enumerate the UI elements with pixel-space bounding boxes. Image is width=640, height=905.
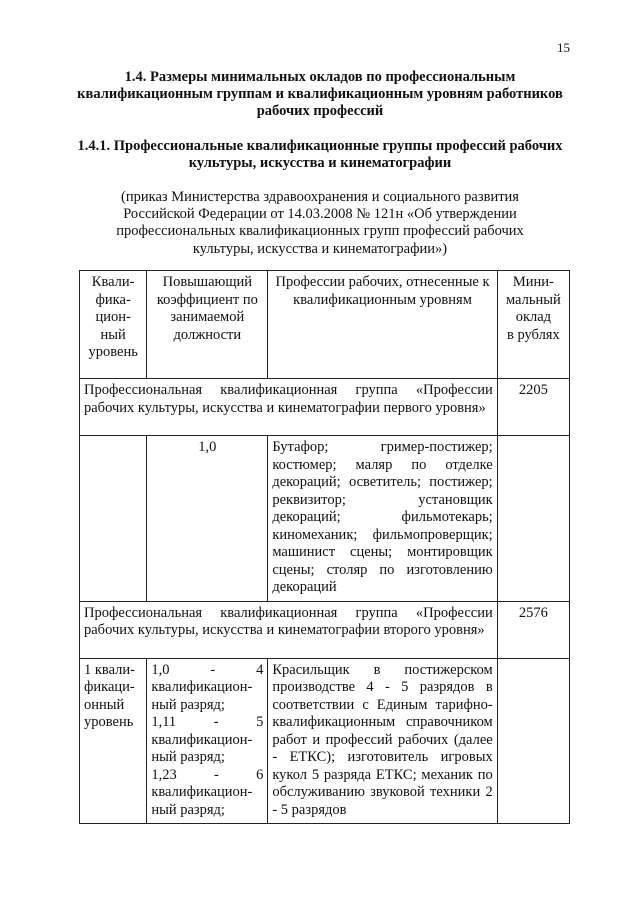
group-title: Профессиональная квалификационная группа «Профессии рабочих культуры, искусства и кинематографии второго уровня» — [80, 601, 498, 658]
header-coefficient: Повышающий коэффициент по занимаемой должности — [147, 271, 268, 379]
group-salary: 2576 — [497, 601, 569, 658]
table-row — [80, 658, 570, 824]
coefficient-cell: 1,0 - 4 квалификацион- ный разряд; 1,11 - 5 квалификацион- ный разряд; 1,23 - 6 квалификацион- ный разряд; — [147, 658, 268, 824]
level-cell — [80, 436, 147, 602]
group-salary: 2205 — [497, 379, 569, 436]
coefficient-line: 1,11 - 5 — [151, 714, 264, 730]
coefficient-line: 1,23 - 6 — [151, 766, 264, 783]
table-row-group-1 — [80, 379, 570, 436]
salary-cell — [497, 436, 569, 602]
section-heading: 1.4. Размеры минимальных окладов по профессиональным квалификационным группам и квалификационным уровням работников рабочих профессий — [77, 69, 563, 119]
level-cell: 1 квали- фикаци- онный уровень — [80, 658, 147, 824]
professions-cell: Красильщик в постижерском производстве 4 - 5 разрядов в соответствии с Единым тарифно-квалификационным справочником работ и профессий рабочих (далее - ЕТКС); изготовитель игровых кукол 5 разряда ЕТКС; механик по обслуживанию звуковой техники 2 - 5 разрядов — [268, 658, 497, 824]
salary-table — [79, 270, 570, 824]
coefficient-line: 1,0 - 4 — [151, 661, 264, 678]
professions-cell: Бутафор; гример-постижер; костюмер; маляр по отделке декораций; осветитель; постижер; реквизитор; установщик декораций; фильмотекарь; киномеханик; фильмопроверщик; машинист сцены; монтировщик сцены; столяр по изготовлению декораций — [268, 436, 497, 602]
order-reference-note: (приказ Министерства здравоохранения и социального развития Российской Федерации от 14.03.2008 № 121н «Об утверждении профессиональных квалификационных групп профессий рабочих культуры, искусства и кинематографии») — [116, 189, 524, 257]
header-min-salary: Мини- мальный оклад в рублях — [497, 271, 569, 379]
page-number: 15 — [557, 40, 570, 55]
header-professions: Профессии рабочих, отнесенные к квалификационным уровням — [268, 271, 497, 379]
table-header-row — [80, 271, 570, 379]
header-qualification-level: Квали- фика- цион- ный уровень — [80, 271, 147, 379]
table-row-group-2 — [80, 601, 570, 658]
coefficient-cell: 1,0 — [147, 436, 268, 602]
table-row — [80, 436, 570, 602]
group-title: Профессиональная квалификационная группа «Профессии рабочих культуры, искусства и кинематографии первого уровня» — [80, 379, 498, 436]
subsection-heading: 1.4.1. Профессиональные квалификационные группы профессий рабочих культуры, искусства и кинематографии — [77, 138, 563, 171]
salary-cell — [497, 658, 569, 824]
